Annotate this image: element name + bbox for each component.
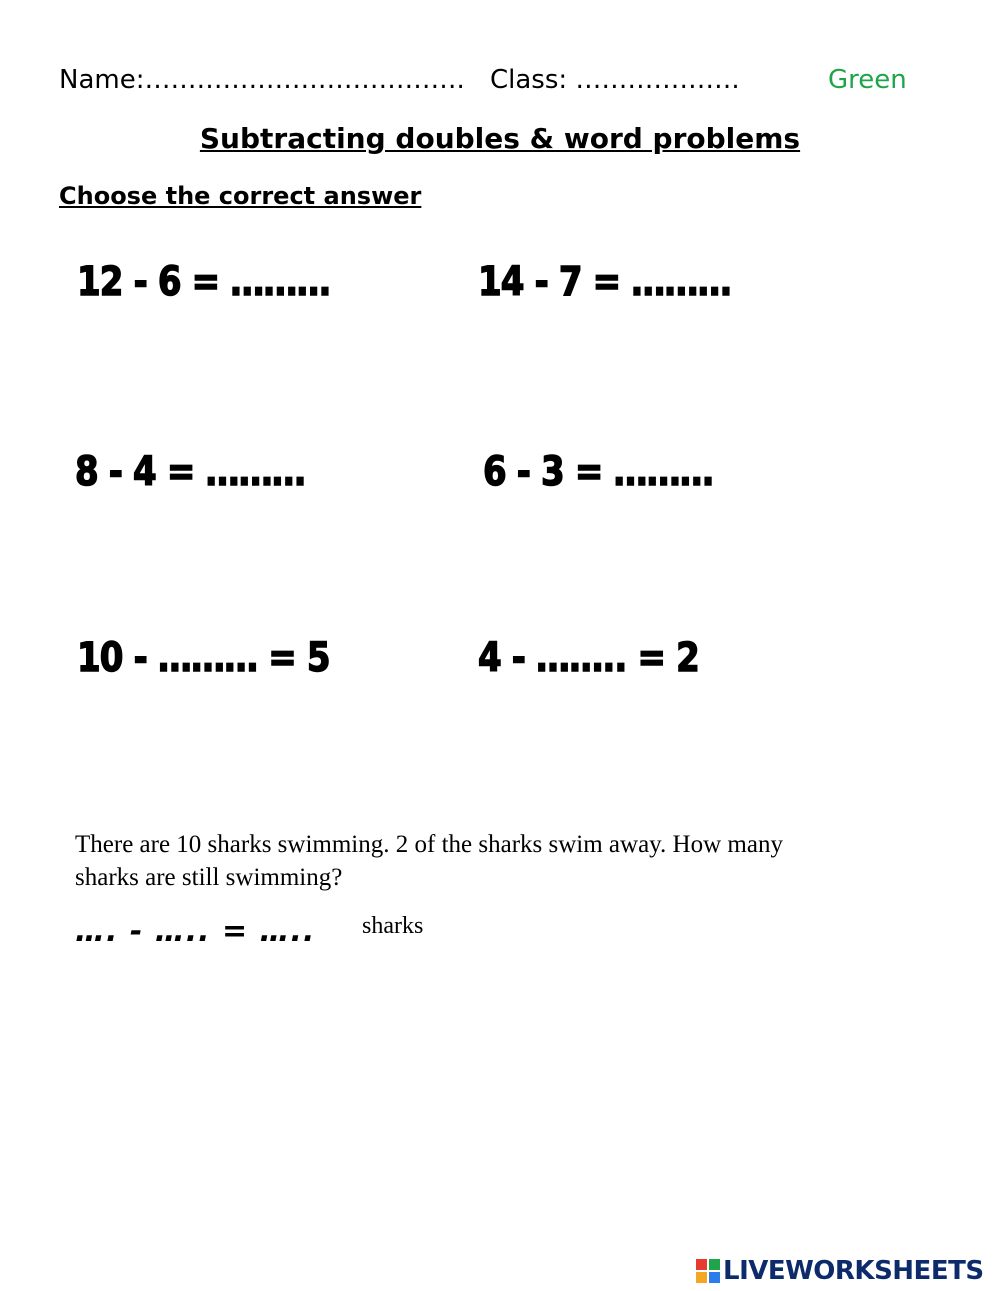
level-label: Green bbox=[828, 65, 907, 95]
word-problem-answer-blanks[interactable]: …. - ….. = ….. bbox=[75, 914, 316, 949]
liveworksheets-logo bbox=[696, 1254, 984, 1288]
logo-tile bbox=[696, 1272, 707, 1283]
word-problem-text: There are 10 sharks swimming. 2 of the sharks swim away. How many sharks are still swimming? bbox=[75, 831, 783, 891]
equation-4[interactable]: 6 - 3 = ……… bbox=[483, 449, 713, 495]
equation-3[interactable]: 8 - 4 = ……… bbox=[75, 449, 305, 495]
logo-tile bbox=[696, 1259, 707, 1270]
word-problem-unit: sharks bbox=[362, 913, 424, 939]
equation-6[interactable]: 4 - …….. = 2 bbox=[478, 635, 699, 681]
worksheet-title: Subtracting doubles & word problems bbox=[199, 122, 801, 155]
logo-tile bbox=[709, 1272, 720, 1283]
equation-2[interactable]: 14 - 7 = ……… bbox=[478, 259, 731, 305]
instruction-heading: Choose the correct answer bbox=[59, 182, 422, 210]
equation-5[interactable]: 10 - ……… = 5 bbox=[77, 635, 330, 681]
logo-mark-icon bbox=[696, 1259, 720, 1283]
logo-text: LIVEWORKSHEETS bbox=[723, 1256, 984, 1286]
name-field-label: Name:………………………………. bbox=[59, 65, 465, 95]
class-field-label: Class: ………………. bbox=[490, 65, 740, 95]
logo-tile bbox=[709, 1259, 720, 1270]
equation-1[interactable]: 12 - 6 = ……… bbox=[77, 259, 330, 305]
